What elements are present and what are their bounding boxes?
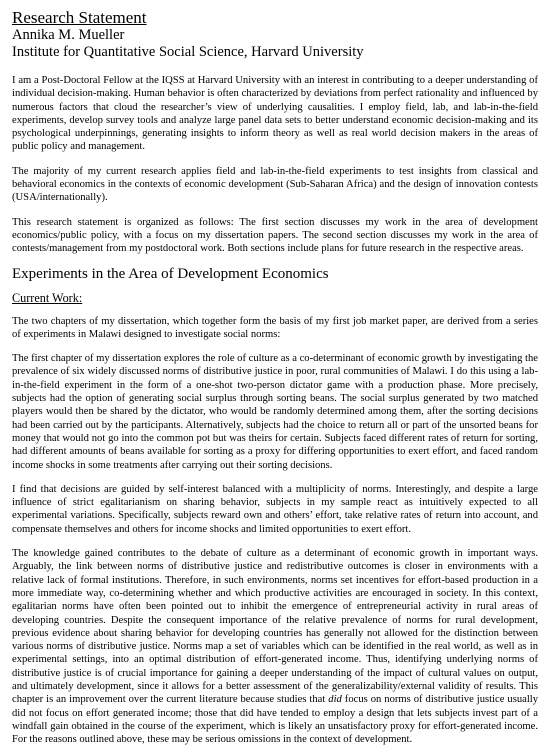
document-title: Research Statement xyxy=(12,8,147,27)
body-paragraph-1: The two chapters of my dissertation, which together form the basis of my first job market paper, are derived from a series of experiments in Malawi designed to investigate social norms: xyxy=(12,315,538,340)
body-paragraph-4 xyxy=(12,547,538,746)
intro-paragraph-3: This research statement is organized as follows: The first section discusses my work in the area of development economics/public policy, with a focus on my dissertation papers. The second section discusses my work in the area of contests/management from my postdoctoral work. Both sections include plans for future research in the respective areas. xyxy=(12,216,538,255)
body-paragraph-4-part-1: The knowledge gained contributes to the debate of culture as a determinant of economic growth in important ways. Arguably, the link between norms of distributive justice and redistributive outcomes is closer in environments with a relative lack of formal institutions. Therefore, in such environments, norms set incentives for effort-based production in a more immediate way, co-determining whether and which productive activities are encouraged in society. In this context, egalitarian norms have often been pointed out to inhibit the emergence of entrepreneurial activity in rural areas of developing countries. Despite the consequent importance of the relative prevalence of norms for rural development, previous evidence about sharing behavior for developing countries has generally not allowed for the distinction between various norms of distributive justice. Norms map a set of variables which can be identified in the real world, as well as in experimental settings, into an optimal distribution of effort-generated income. Thus, identifying underlying norms of distributive justice is of crucial importance for gaining a deeper understanding of the impact of cultural values on output, and ultimately development, since it allows for a better assessment of the generalizability/external validity of results. This chapter is an improvement over the current literature because studies that xyxy=(12,548,538,706)
author-name: Annika M. Mueller xyxy=(12,27,125,43)
author-institution: Institute for Quantitative Social Science, Harvard University xyxy=(12,44,364,60)
intro-paragraph-2: The majority of my current research applies field and lab-in-the-field experiments to test insights from classical and behavioral economics in the contexts of economic development (Sub-Saharan Africa) and the design of innovation contests (USA/internationally). xyxy=(12,165,538,204)
body-paragraph-4-part-2: focus on norms of distributive justice usually did not focus on effort generated income; those that did have tended to employ a design that lets subjects invest part of a windfall gain obtained in the course of the experiment, which is likely an unsatisfactory proxy for effort-generated income. For the reasons outlined above, these may be serious omissions in the context of development. xyxy=(12,694,539,746)
body-paragraph-2: The first chapter of my dissertation explores the role of culture as a co-determinant of economic growth by investigating the prevalence of six widely discussed norms of distributive justice in poor, rural communities of Malawi. I do this using a lab-in-the-field experiment in the form of a one-shot two-person dictator game with a production phase. More precisely, subjects had the option of generating social surplus through sorting beans. The social surplus generated by two matched players would then be shared by the dictator, who would be randomly determined among them, after the sorting decisions had been carried out by the participants. Alternatively, subjects had the choice to return all or part of the unsorted beans for money that would not go into the common pot but was theirs for certain. Subjects faced different rates of return for sorting, had different amounts of beans available for sorting as a proxy for differing opportunities to exert effort, and faced random income shocks in some treatments after carrying out their sorting decisions. xyxy=(12,353,538,471)
intro-paragraph-1: I am a Post-Doctoral Fellow at the IQSS at Harvard University with an interest in contributing to a deeper understanding of individual decision-making. Human behavior is often characterized by deviations from perfect rationality and influenced by numerous factors that cloud the researcher’s view of underlying causalities. I employ field, lab, and lab-in-the-field experiments, develop survey tools and analyze large panel data sets to better understand economic decision-making and its psychological underpinnings, generating insights to inform theory as well as real world decision makers in the areas of public policy and management. xyxy=(12,75,538,153)
section-subheading: Current Work: xyxy=(12,290,83,305)
section-heading: Experiments in the Area of Development Economics xyxy=(12,265,329,282)
emphasis-did: did xyxy=(328,694,342,706)
body-paragraph-3: I find that decisions are guided by self-interest balanced with a multiplicity of norms. Interestingly, and despite a large influence of strict egalitarianism on sharing behavior, subjects in my sample react as intuitively expected to all experimental variations. Specifically, subjects reward own and others’ effort, take relative rates of return into account, and compensate themselves and others for income shocks and limited opportunities to exert effort. xyxy=(12,483,538,535)
